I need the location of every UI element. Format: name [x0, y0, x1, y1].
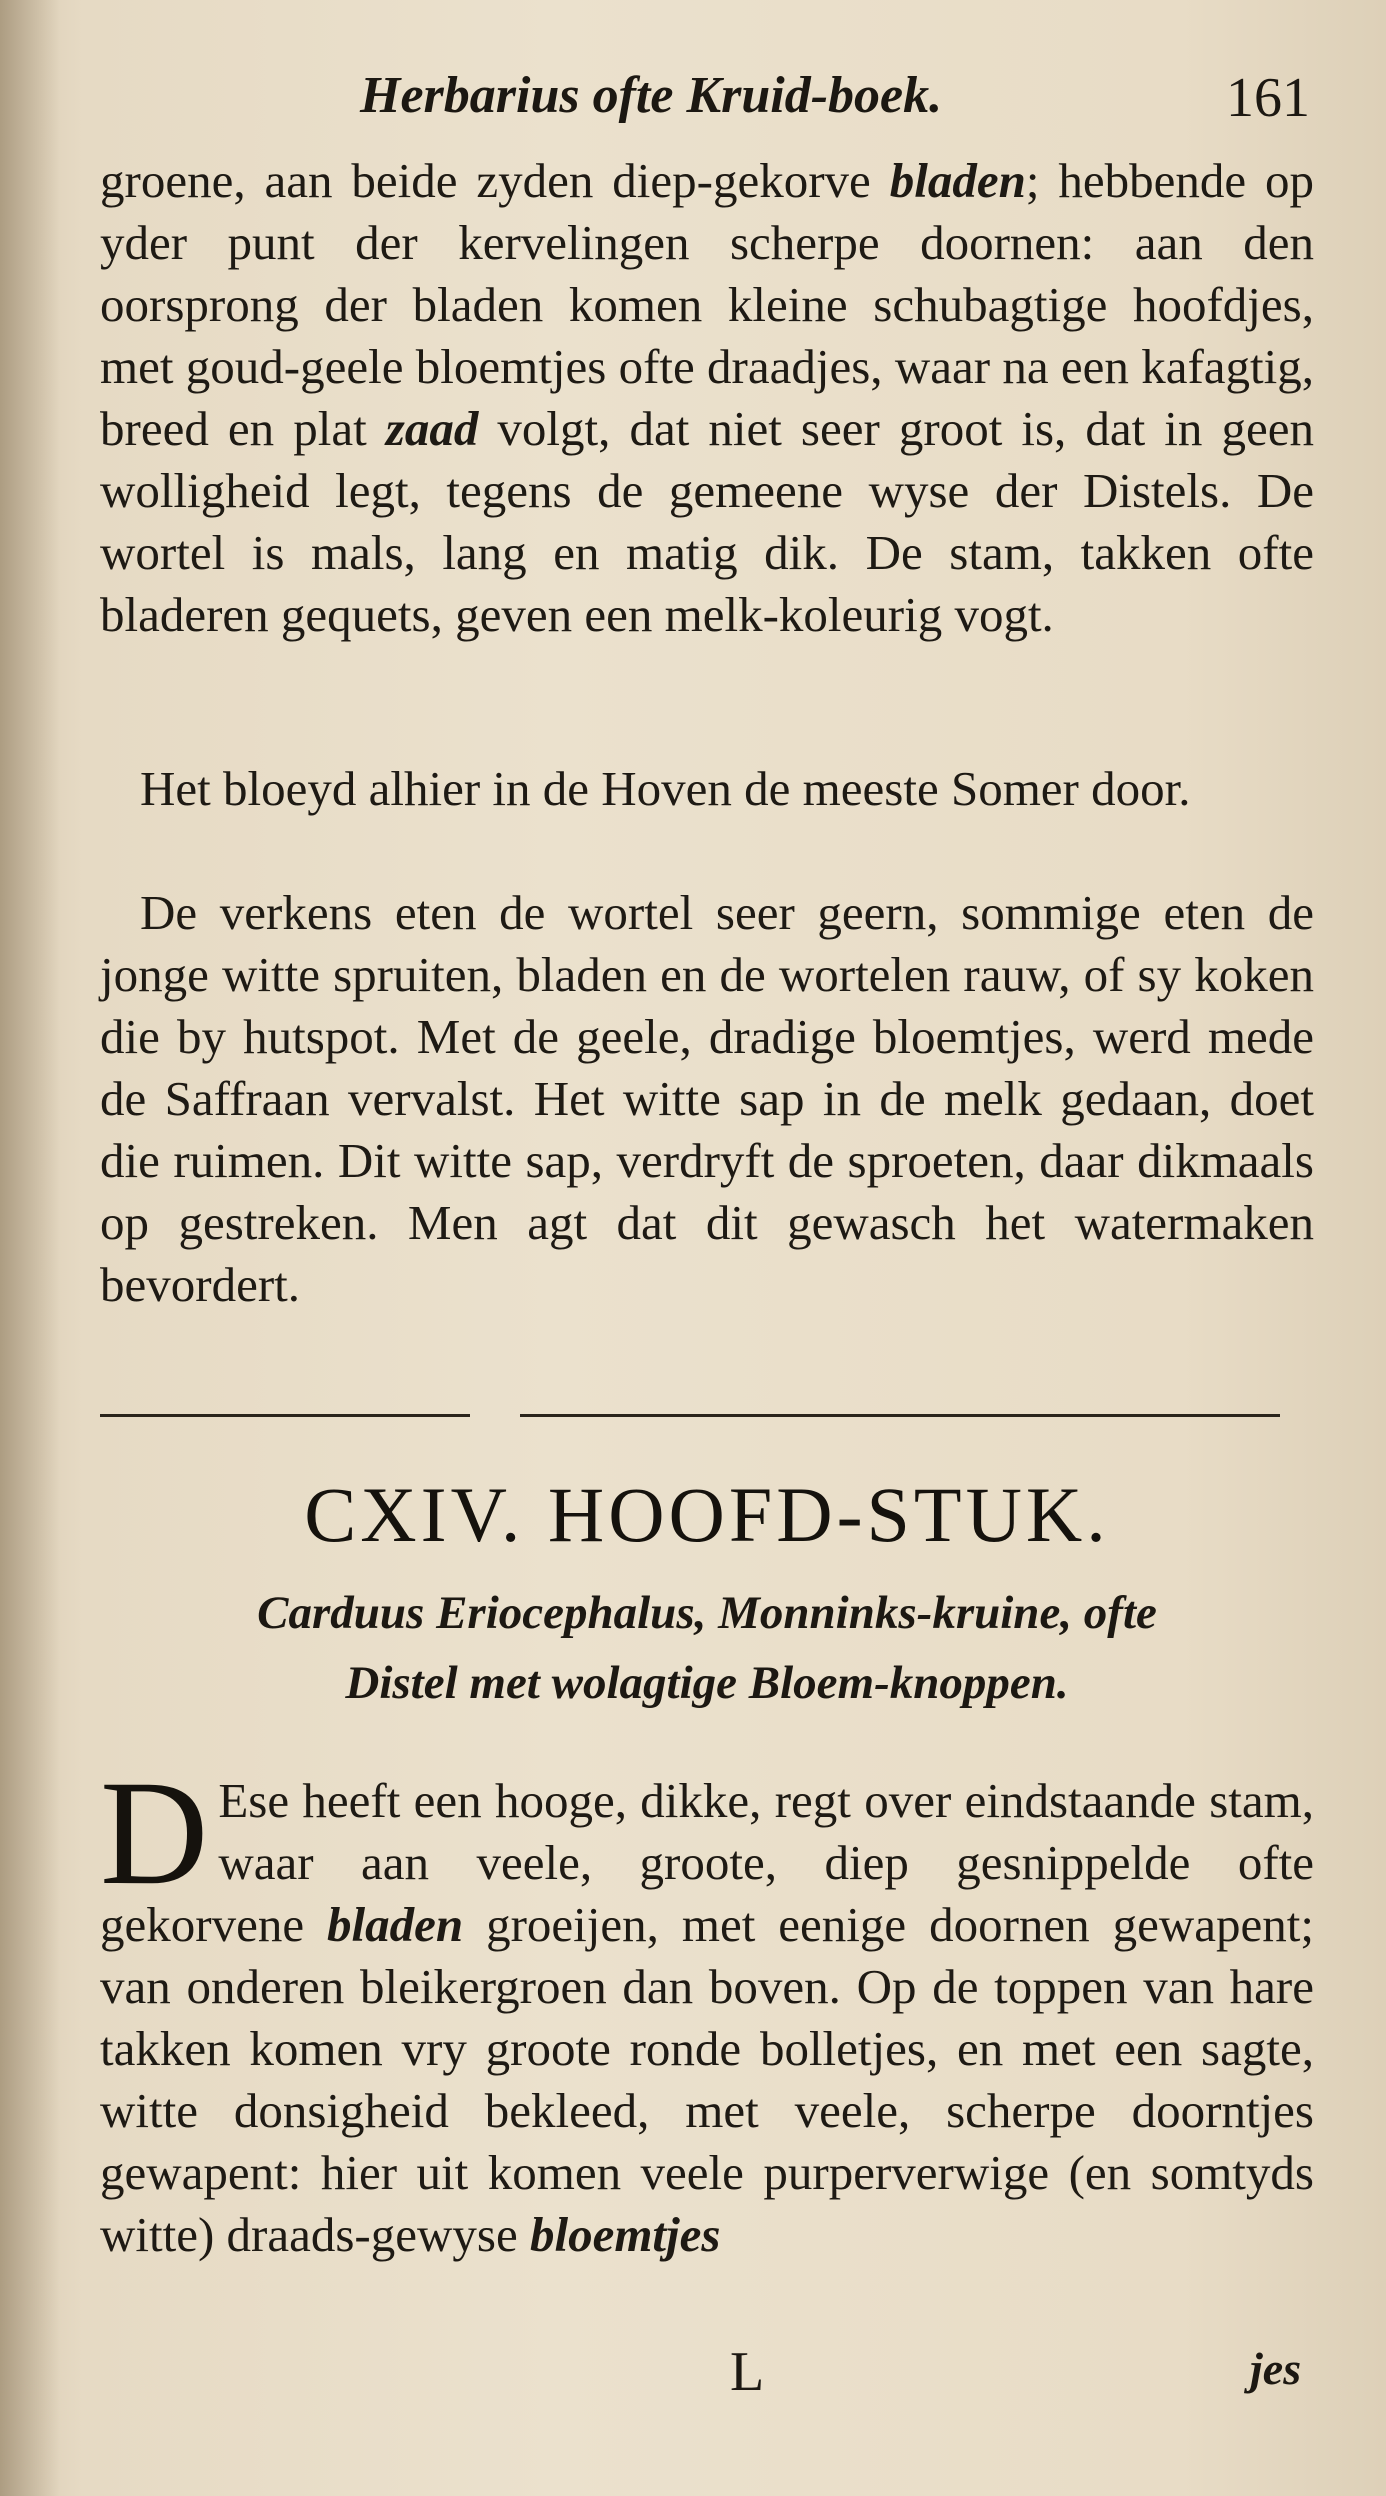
divider-rule-left [100, 1414, 470, 1417]
text-run: volgt, dat niet seer groot is, dat in geen wolligheid legt, tegens de gemeene wyse der Distels. De wortel is mals, lang en matig dik. De stam, takken ofte bladeren gequets, geven een melk-koleurig vogt. [100, 401, 1314, 642]
signature-mark: L [730, 2341, 765, 2403]
paragraph-uses-text: De verkens eten de wortel seer geern, sommige eten de jonge witte spruiten, bladen en de wortelen rauw, of sy koken die by hutspot. Met de geele, dradige bloemtjes, werd mede de Saffraan vervalst. Het witte sap in de melk gedaan, doet die ruimen. Dit witte sap, verdryft de sproeten, daar dikmaals op gestreken. Men agt dat dit gewasch het watermaken bevordert. [100, 885, 1314, 1312]
paragraph-flowering-text: Het bloeyd alhier in de Hoven de meeste Somer door. [140, 761, 1191, 816]
gutter-shadow [0, 0, 60, 2496]
running-title: Herbarius ofte Kruid-boek. [360, 67, 943, 124]
chapter-subtitle-line2: Distel met wolagtige Bloem-knoppen. [345, 1657, 1069, 1709]
term-bladen: bladen [889, 153, 1026, 208]
text-run: groeijen, met eenige doornen gewapent; van onderen bleikergroen dan boven. Op de toppen van hare takken komen vry groote ronde bolletjes, en met een sagte, witte donsigheid bekleed, met veele, scherpe doorntjes gewapent: hier uit komen veele purperverwige (en somtyds witte) draads-gewyse [100, 1897, 1314, 2262]
term-bladen: bladen [327, 1897, 464, 1952]
chapter-subtitle-line1: Carduus Eriocephalus, Monninks-kruine, ofte [257, 1587, 1157, 1639]
chapter-heading: CXIV. HOOFD-STUK. [304, 1471, 1110, 1558]
catchword: jes [1250, 2343, 1302, 2394]
text-run: groene, aan beide zyden diep-gekorve [100, 153, 890, 208]
text-run: Ese heeft een hooge, dikke, regt over eindstaande stam, waar aan veele, groote, diep gesnippelde ofte gekorvene [100, 1773, 1314, 1952]
term-bloemtjes: bloemtjes [529, 2207, 721, 2262]
text-run: ; hebbende op yder punt der kervelingen scherpe doornen: aan den oorsprong der bladen komen kleine schubagtige hoofdjes, met goud-geele bloemtjes ofte draadjes, waar na een kafagtig, breed en plat [100, 153, 1314, 456]
paragraph-description [100, 150, 1314, 646]
paragraph-uses [100, 882, 1314, 1316]
divider-rule-right [520, 1414, 1280, 1417]
paragraph-flowering [100, 758, 1314, 820]
page-number: 161 [1226, 67, 1310, 129]
page-header [100, 66, 1310, 146]
drop-cap: D [100, 1750, 209, 1916]
paragraph-chapter-body [100, 1750, 1314, 2266]
term-zaad: zaad [385, 401, 479, 456]
